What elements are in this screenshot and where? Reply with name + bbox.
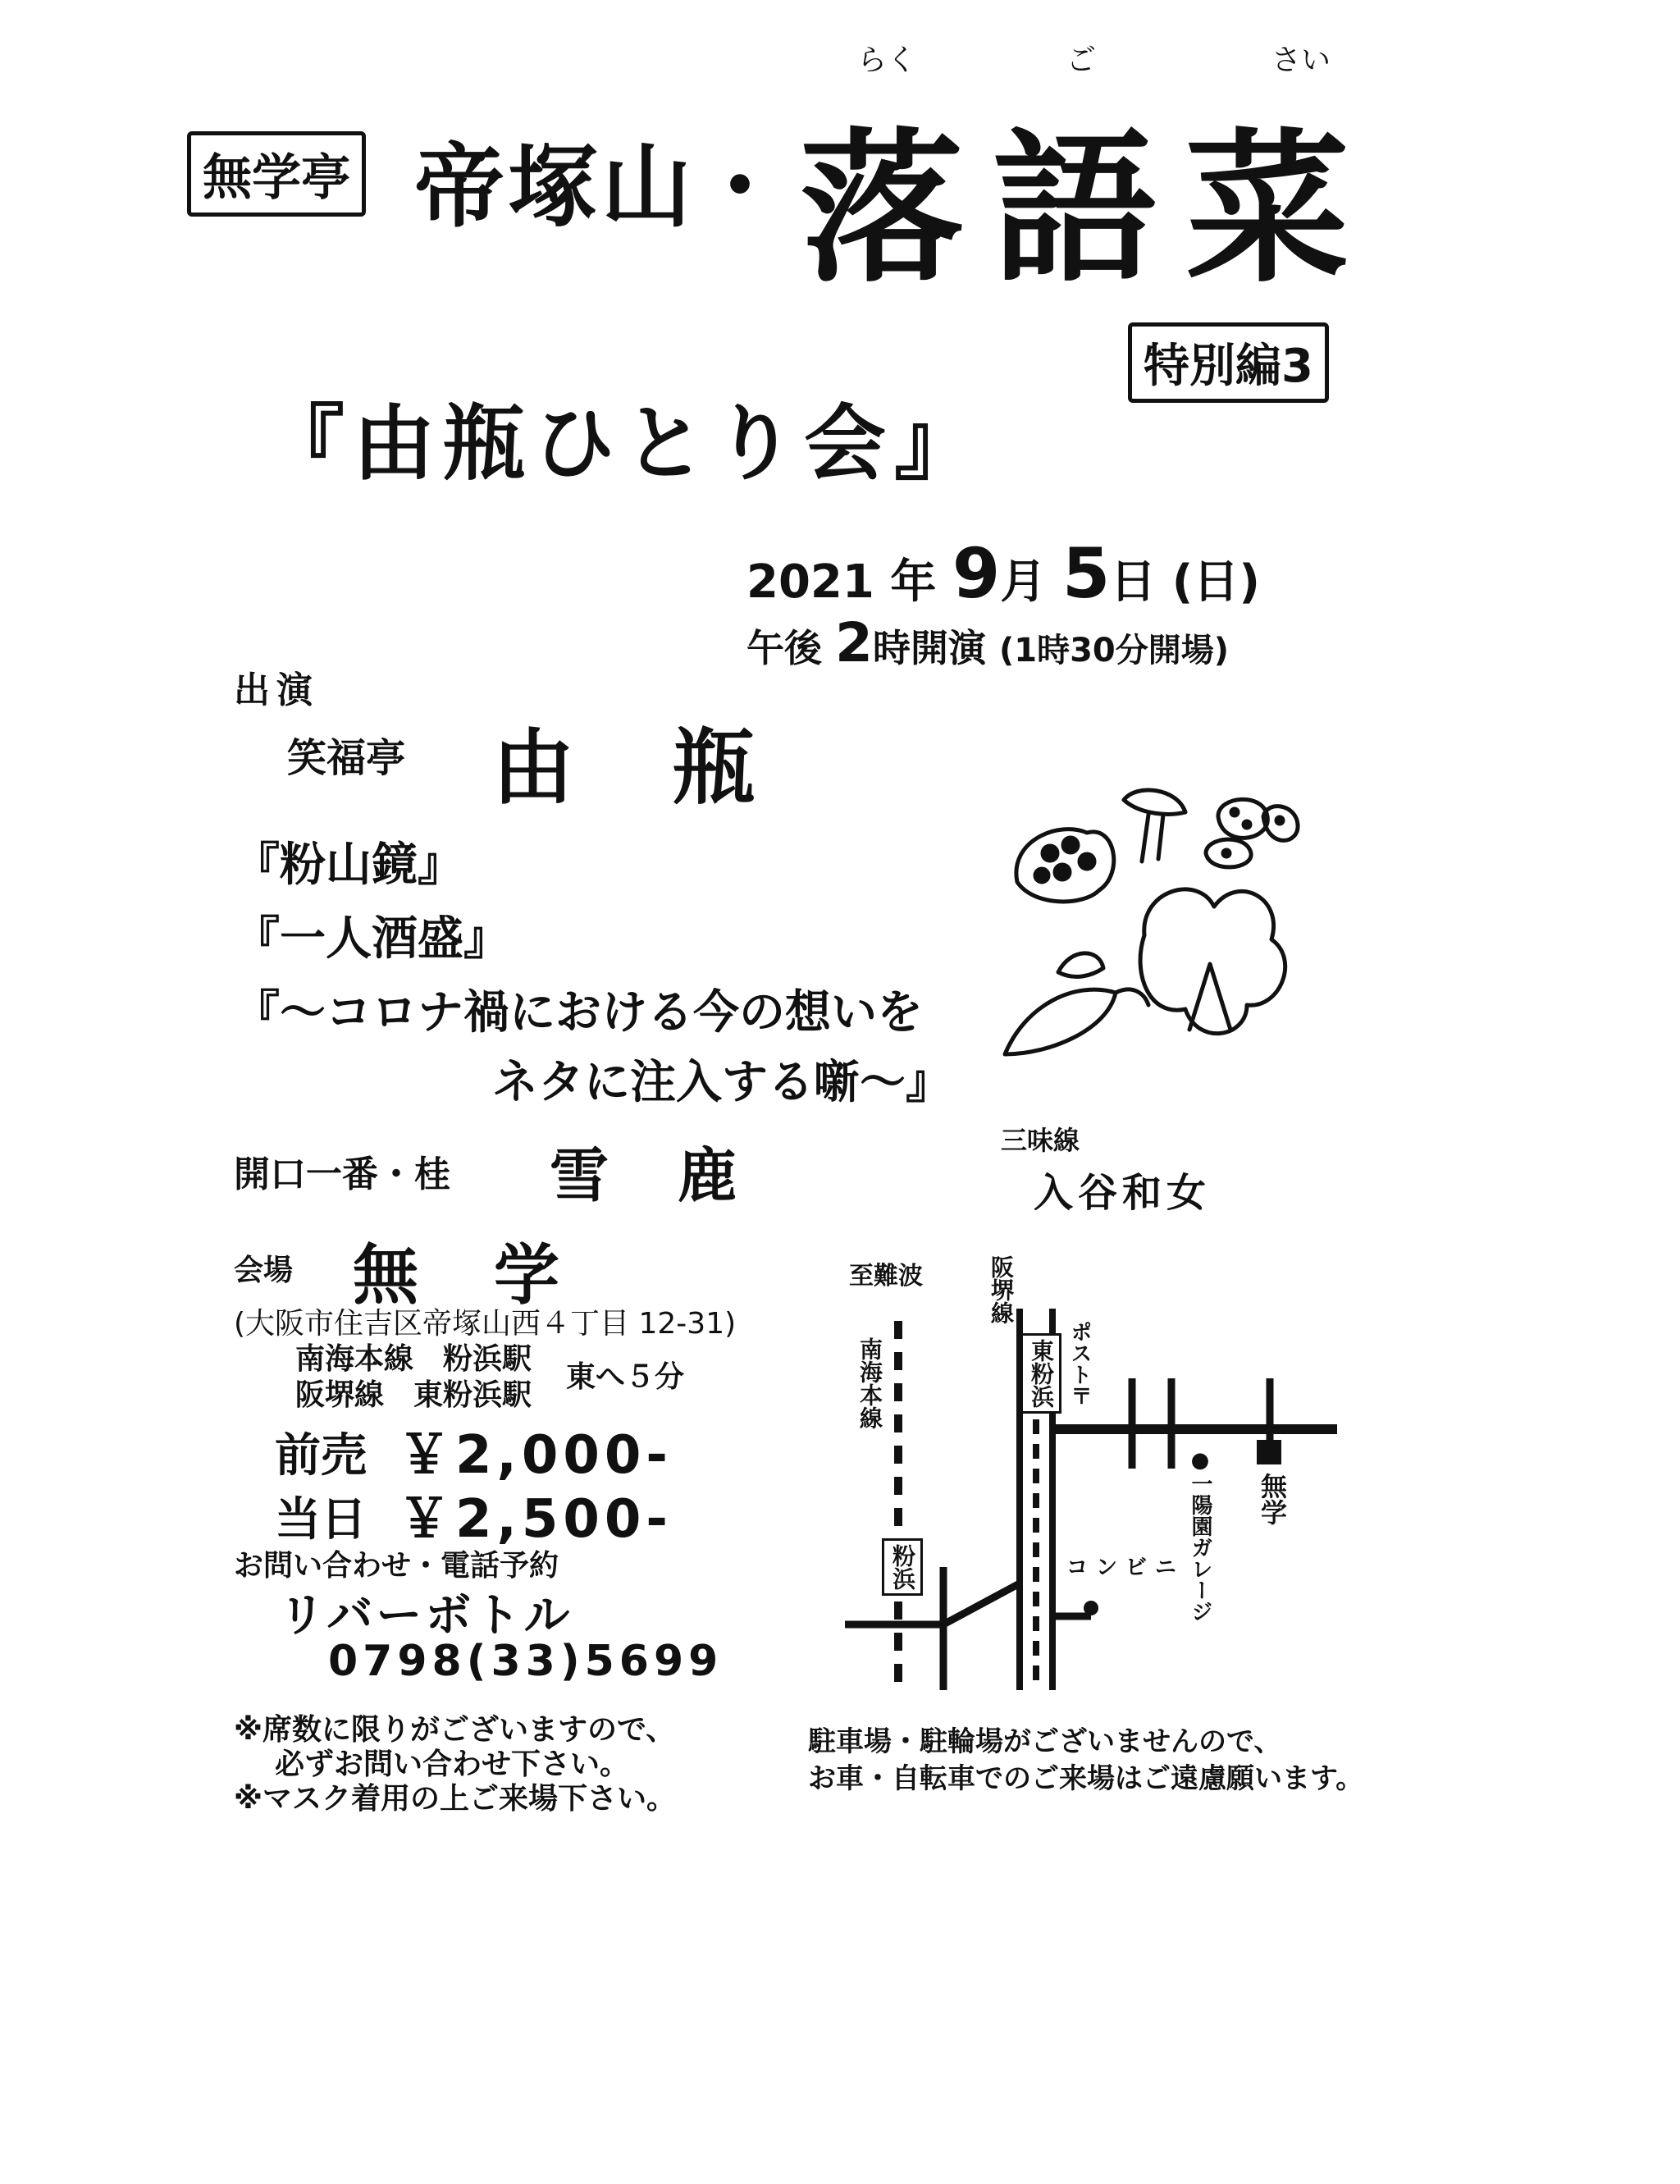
access-line-2: 阪堺線 東粉浜駅 xyxy=(295,1378,532,1412)
date-year-unit: 年 xyxy=(890,555,937,609)
map-hankai-line: 阪堺線 xyxy=(988,1255,1015,1324)
title-kanji-sai: 菜 xyxy=(1185,114,1350,305)
program-3-cont: ネタに注入する噺〜』 xyxy=(492,1056,952,1109)
doors-open: (1時30分開場) xyxy=(998,632,1230,669)
note-1: ※席数に限りがございますので、 xyxy=(234,1713,676,1747)
vegetables-illustration xyxy=(1001,784,1321,1062)
venue-address: (大阪市住吉区帝塚山西４丁目 12-31) xyxy=(234,1307,737,1341)
title-prefix: 帝塚山・ xyxy=(414,135,788,240)
map-higashi-kohama: 東粉浜 xyxy=(1020,1333,1061,1414)
main-performer-name: 由 瓶 xyxy=(492,720,763,816)
event-title: 『由瓶ひとり会』 xyxy=(262,395,984,491)
time-hour: 2 xyxy=(835,611,873,674)
access-line-1: 南海本線 粉浜駅 xyxy=(295,1342,532,1376)
map-post-office: ポスト〒 xyxy=(1067,1321,1092,1406)
ruby-raku: らく xyxy=(857,43,917,77)
ticket-door-label: 当日 xyxy=(275,1493,367,1547)
ruby-sai: さい xyxy=(1271,43,1331,77)
venue-name: 無 学 xyxy=(353,1237,564,1314)
event-time xyxy=(746,611,1229,674)
time-suffix: 時開演 xyxy=(872,626,986,670)
date-year: 2021 xyxy=(746,555,874,609)
opener-name: 雪 鹿 xyxy=(550,1141,742,1210)
ticket-advance-price: ￥2,000- xyxy=(398,1425,673,1486)
access-walk: 東へ５分 xyxy=(566,1360,685,1394)
shamisen-name: 入谷和女 xyxy=(1034,1170,1212,1216)
program-2: 『一人酒盛』 xyxy=(234,912,509,966)
map-to-namba: 至難波 xyxy=(849,1262,923,1291)
date-month-unit: 月 xyxy=(1000,555,1047,609)
contact-org: リバーボトル xyxy=(279,1589,573,1643)
title-kanji-raku: 落 xyxy=(800,114,965,305)
program-1: 『粉山鏡』 xyxy=(234,838,463,892)
event-date xyxy=(746,533,1260,614)
date-day: 5 xyxy=(1061,533,1111,614)
map-garage: ●一陽園ガレージ xyxy=(1188,1448,1212,1622)
shamisen-label: 三味線 xyxy=(1001,1125,1080,1156)
main-performer-house: 笑福亭 xyxy=(287,735,406,781)
venue-label: 会場 xyxy=(234,1254,294,1287)
venue-marker-icon xyxy=(1257,1440,1281,1464)
opener-label: 開口一番・桂 xyxy=(234,1154,450,1195)
parking-note-2: お車・自転車でのご来場はご遠慮願います。 xyxy=(808,1762,1364,1795)
time-prefix: 午後 xyxy=(746,626,822,670)
title-kanji-go: 語 xyxy=(993,114,1157,305)
ruby-go: ご xyxy=(1066,43,1097,77)
map-nankai-line: 南海本線 xyxy=(856,1337,883,1429)
map-konbini: コンビニ xyxy=(1066,1556,1185,1580)
performers-heading: 出演 xyxy=(234,669,319,711)
date-month: 9 xyxy=(952,533,1001,614)
date-weekday: (日) xyxy=(1171,555,1260,609)
contact-phone: 0798(33)5699 xyxy=(328,1637,724,1686)
note-2: 必ずお問い合わせ下さい。 xyxy=(275,1748,630,1781)
parking-note-1: 駐車場・駐輪場がございませんので、 xyxy=(808,1725,1282,1758)
ticket-advance-label: 前売 xyxy=(275,1429,367,1483)
program-3: 『〜コロナ禍における今の想いを xyxy=(234,986,923,1039)
note-3: ※マスク着用の上ご来場下さい。 xyxy=(234,1782,676,1816)
ticket-door-price: ￥2,500- xyxy=(398,1489,673,1550)
date-day-unit: 日 xyxy=(1110,555,1157,609)
contact-label: お問い合わせ・電話予約 xyxy=(234,1549,559,1583)
special-edition-badge: 特別編3 xyxy=(1128,322,1329,403)
map-kohama: 粉浜 xyxy=(882,1538,923,1596)
map-mugaku: 無学 xyxy=(1257,1473,1288,1525)
access-map xyxy=(820,1255,1362,1715)
konbini-marker-icon xyxy=(1084,1601,1098,1615)
badge-mugakutei: 無学亭 xyxy=(187,131,366,217)
